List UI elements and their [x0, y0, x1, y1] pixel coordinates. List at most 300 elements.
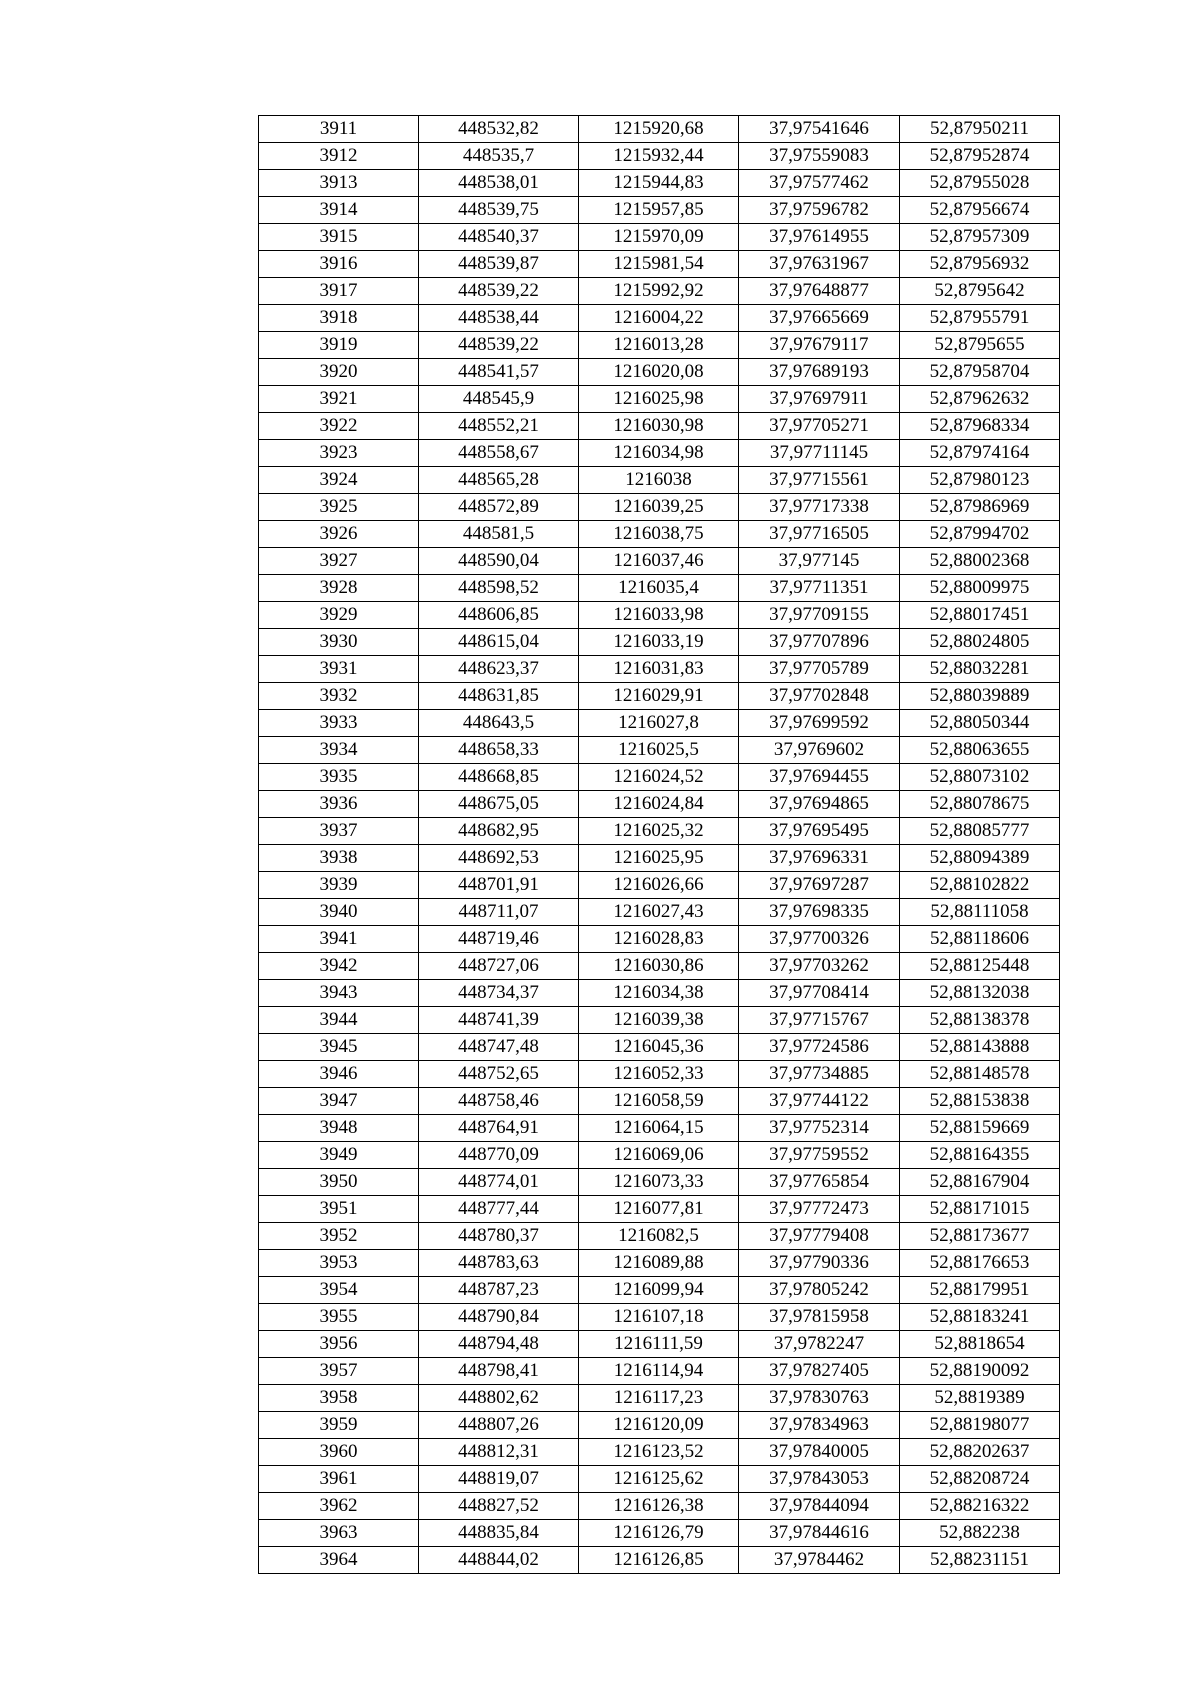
latitude-cell: 52,88171015: [900, 1196, 1060, 1223]
latitude-cell: 52,88063655: [900, 737, 1060, 764]
latitude-cell: 52,88231151: [900, 1547, 1060, 1574]
point-number-cell: 3926: [259, 521, 419, 548]
latitude-cell: 52,88039889: [900, 683, 1060, 710]
y-coordinate-cell: 1216123,52: [579, 1439, 739, 1466]
table-row: [259, 359, 1060, 386]
x-coordinate-cell: 448552,21: [419, 413, 579, 440]
point-number-cell: 3951: [259, 1196, 419, 1223]
table-row: [259, 1169, 1060, 1196]
latitude-cell: 52,87950211: [900, 116, 1060, 143]
longitude-cell: 37,97744122: [739, 1088, 900, 1115]
y-coordinate-cell: 1216025,95: [579, 845, 739, 872]
x-coordinate-cell: 448752,65: [419, 1061, 579, 1088]
y-coordinate-cell: 1216034,98: [579, 440, 739, 467]
longitude-cell: 37,97717338: [739, 494, 900, 521]
table-row: [259, 683, 1060, 710]
latitude-cell: 52,88073102: [900, 764, 1060, 791]
point-number-cell: 3939: [259, 872, 419, 899]
table-row: [259, 116, 1060, 143]
y-coordinate-cell: 1216120,09: [579, 1412, 739, 1439]
x-coordinate-cell: 448538,44: [419, 305, 579, 332]
latitude-cell: 52,88153838: [900, 1088, 1060, 1115]
point-number-cell: 3942: [259, 953, 419, 980]
y-coordinate-cell: 1216030,98: [579, 413, 739, 440]
longitude-cell: 37,97765854: [739, 1169, 900, 1196]
latitude-cell: 52,87956674: [900, 197, 1060, 224]
x-coordinate-cell: 448643,5: [419, 710, 579, 737]
point-number-cell: 3932: [259, 683, 419, 710]
table-row: [259, 1439, 1060, 1466]
y-coordinate-cell: 1215944,83: [579, 170, 739, 197]
latitude-cell: 52,88132038: [900, 980, 1060, 1007]
longitude-cell: 37,97830763: [739, 1385, 900, 1412]
y-coordinate-cell: 1216027,8: [579, 710, 739, 737]
latitude-cell: 52,88078675: [900, 791, 1060, 818]
y-coordinate-cell: 1216117,23: [579, 1385, 739, 1412]
longitude-cell: 37,97715561: [739, 467, 900, 494]
x-coordinate-cell: 448658,33: [419, 737, 579, 764]
table-row: [259, 1466, 1060, 1493]
point-number-cell: 3931: [259, 656, 419, 683]
table-row: [259, 1061, 1060, 1088]
y-coordinate-cell: 1216039,25: [579, 494, 739, 521]
longitude-cell: 37,97707896: [739, 629, 900, 656]
x-coordinate-cell: 448558,67: [419, 440, 579, 467]
point-number-cell: 3930: [259, 629, 419, 656]
latitude-cell: 52,88111058: [900, 899, 1060, 926]
point-number-cell: 3935: [259, 764, 419, 791]
table-row: [259, 1412, 1060, 1439]
table-row: [259, 332, 1060, 359]
y-coordinate-cell: 1216099,94: [579, 1277, 739, 1304]
table-row: [259, 818, 1060, 845]
table-row: [259, 305, 1060, 332]
table-row: [259, 575, 1060, 602]
y-coordinate-cell: 1216024,84: [579, 791, 739, 818]
latitude-cell: 52,87962632: [900, 386, 1060, 413]
x-coordinate-cell: 448565,28: [419, 467, 579, 494]
latitude-cell: 52,88190092: [900, 1358, 1060, 1385]
latitude-cell: 52,87980123: [900, 467, 1060, 494]
longitude-cell: 37,977145: [739, 548, 900, 575]
table-row: [259, 467, 1060, 494]
point-number-cell: 3917: [259, 278, 419, 305]
point-number-cell: 3925: [259, 494, 419, 521]
longitude-cell: 37,97805242: [739, 1277, 900, 1304]
latitude-cell: 52,8795655: [900, 332, 1060, 359]
x-coordinate-cell: 448812,31: [419, 1439, 579, 1466]
longitude-cell: 37,97834963: [739, 1412, 900, 1439]
table-row: [259, 1331, 1060, 1358]
table-row: [259, 737, 1060, 764]
x-coordinate-cell: 448741,39: [419, 1007, 579, 1034]
point-number-cell: 3954: [259, 1277, 419, 1304]
table-row: [259, 386, 1060, 413]
x-coordinate-cell: 448540,37: [419, 224, 579, 251]
longitude-cell: 37,97715767: [739, 1007, 900, 1034]
x-coordinate-cell: 448734,37: [419, 980, 579, 1007]
longitude-cell: 37,97843053: [739, 1466, 900, 1493]
latitude-cell: 52,88176653: [900, 1250, 1060, 1277]
latitude-cell: 52,88094389: [900, 845, 1060, 872]
table-row: [259, 548, 1060, 575]
longitude-cell: 37,97694865: [739, 791, 900, 818]
longitude-cell: 37,97708414: [739, 980, 900, 1007]
y-coordinate-cell: 1216027,43: [579, 899, 739, 926]
table-row: [259, 1223, 1060, 1250]
longitude-cell: 37,97709155: [739, 602, 900, 629]
x-coordinate-cell: 448590,04: [419, 548, 579, 575]
y-coordinate-cell: 1216125,62: [579, 1466, 739, 1493]
table-row: [259, 629, 1060, 656]
x-coordinate-cell: 448770,09: [419, 1142, 579, 1169]
point-number-cell: 3957: [259, 1358, 419, 1385]
latitude-cell: 52,88173677: [900, 1223, 1060, 1250]
longitude-cell: 37,97844094: [739, 1493, 900, 1520]
y-coordinate-cell: 1216026,66: [579, 872, 739, 899]
latitude-cell: 52,88085777: [900, 818, 1060, 845]
latitude-cell: 52,88159669: [900, 1115, 1060, 1142]
point-number-cell: 3962: [259, 1493, 419, 1520]
longitude-cell: 37,97702848: [739, 683, 900, 710]
longitude-cell: 37,97699592: [739, 710, 900, 737]
latitude-cell: 52,87956932: [900, 251, 1060, 278]
longitude-cell: 37,97631967: [739, 251, 900, 278]
latitude-cell: 52,87994702: [900, 521, 1060, 548]
x-coordinate-cell: 448539,22: [419, 332, 579, 359]
table-row: [259, 845, 1060, 872]
point-number-cell: 3924: [259, 467, 419, 494]
longitude-cell: 37,97697287: [739, 872, 900, 899]
point-number-cell: 3955: [259, 1304, 419, 1331]
point-number-cell: 3940: [259, 899, 419, 926]
y-coordinate-cell: 1216038,75: [579, 521, 739, 548]
x-coordinate-cell: 448790,84: [419, 1304, 579, 1331]
point-number-cell: 3956: [259, 1331, 419, 1358]
x-coordinate-cell: 448675,05: [419, 791, 579, 818]
point-number-cell: 3947: [259, 1088, 419, 1115]
longitude-cell: 37,97734885: [739, 1061, 900, 1088]
x-coordinate-cell: 448539,22: [419, 278, 579, 305]
x-coordinate-cell: 448545,9: [419, 386, 579, 413]
latitude-cell: 52,88024805: [900, 629, 1060, 656]
latitude-cell: 52,87986969: [900, 494, 1060, 521]
point-number-cell: 3921: [259, 386, 419, 413]
point-number-cell: 3949: [259, 1142, 419, 1169]
longitude-cell: 37,97559083: [739, 143, 900, 170]
x-coordinate-cell: 448572,89: [419, 494, 579, 521]
latitude-cell: 52,88179951: [900, 1277, 1060, 1304]
y-coordinate-cell: 1216114,94: [579, 1358, 739, 1385]
x-coordinate-cell: 448780,37: [419, 1223, 579, 1250]
latitude-cell: 52,87955791: [900, 305, 1060, 332]
x-coordinate-cell: 448807,26: [419, 1412, 579, 1439]
table-row: [259, 1304, 1060, 1331]
point-number-cell: 3927: [259, 548, 419, 575]
x-coordinate-cell: 448598,52: [419, 575, 579, 602]
point-number-cell: 3958: [259, 1385, 419, 1412]
table-row: [259, 1088, 1060, 1115]
table-row: [259, 143, 1060, 170]
latitude-cell: 52,87968334: [900, 413, 1060, 440]
x-coordinate-cell: 448798,41: [419, 1358, 579, 1385]
coordinates-table: [258, 115, 1060, 1574]
table-row: [259, 1250, 1060, 1277]
x-coordinate-cell: 448532,82: [419, 116, 579, 143]
point-number-cell: 3914: [259, 197, 419, 224]
table-row: [259, 1277, 1060, 1304]
latitude-cell: 52,87957309: [900, 224, 1060, 251]
point-number-cell: 3915: [259, 224, 419, 251]
table-row: [259, 1493, 1060, 1520]
table-row: [259, 413, 1060, 440]
y-coordinate-cell: 1216035,4: [579, 575, 739, 602]
table-row: [259, 926, 1060, 953]
longitude-cell: 37,97694455: [739, 764, 900, 791]
y-coordinate-cell: 1216052,33: [579, 1061, 739, 1088]
point-number-cell: 3950: [259, 1169, 419, 1196]
table-row: [259, 953, 1060, 980]
latitude-cell: 52,8819389: [900, 1385, 1060, 1412]
longitude-cell: 37,97703262: [739, 953, 900, 980]
y-coordinate-cell: 1216069,06: [579, 1142, 739, 1169]
table-row: [259, 1034, 1060, 1061]
x-coordinate-cell: 448615,04: [419, 629, 579, 656]
table-row: [259, 494, 1060, 521]
latitude-cell: 52,88102822: [900, 872, 1060, 899]
latitude-cell: 52,88183241: [900, 1304, 1060, 1331]
y-coordinate-cell: 1216039,38: [579, 1007, 739, 1034]
latitude-cell: 52,88009975: [900, 575, 1060, 602]
y-coordinate-cell: 1216031,83: [579, 656, 739, 683]
y-coordinate-cell: 1216037,46: [579, 548, 739, 575]
longitude-cell: 37,97541646: [739, 116, 900, 143]
y-coordinate-cell: 1215932,44: [579, 143, 739, 170]
longitude-cell: 37,97698335: [739, 899, 900, 926]
latitude-cell: 52,88017451: [900, 602, 1060, 629]
table-row: [259, 1007, 1060, 1034]
table-row: [259, 710, 1060, 737]
y-coordinate-cell: 1216025,5: [579, 737, 739, 764]
longitude-cell: 37,97679117: [739, 332, 900, 359]
point-number-cell: 3934: [259, 737, 419, 764]
x-coordinate-cell: 448758,46: [419, 1088, 579, 1115]
y-coordinate-cell: 1216126,38: [579, 1493, 739, 1520]
longitude-cell: 37,97596782: [739, 197, 900, 224]
table-row: [259, 1547, 1060, 1574]
longitude-cell: 37,97759552: [739, 1142, 900, 1169]
table-row: [259, 1115, 1060, 1142]
table-row: [259, 1358, 1060, 1385]
y-coordinate-cell: 1216045,36: [579, 1034, 739, 1061]
latitude-cell: 52,88032281: [900, 656, 1060, 683]
point-number-cell: 3936: [259, 791, 419, 818]
longitude-cell: 37,97695495: [739, 818, 900, 845]
longitude-cell: 37,9784462: [739, 1547, 900, 1574]
x-coordinate-cell: 448719,46: [419, 926, 579, 953]
x-coordinate-cell: 448581,5: [419, 521, 579, 548]
latitude-cell: 52,87974164: [900, 440, 1060, 467]
y-coordinate-cell: 1216013,28: [579, 332, 739, 359]
y-coordinate-cell: 1216033,98: [579, 602, 739, 629]
point-number-cell: 3938: [259, 845, 419, 872]
table-row: [259, 656, 1060, 683]
point-number-cell: 3919: [259, 332, 419, 359]
x-coordinate-cell: 448844,02: [419, 1547, 579, 1574]
point-number-cell: 3953: [259, 1250, 419, 1277]
latitude-cell: 52,88202637: [900, 1439, 1060, 1466]
point-number-cell: 3945: [259, 1034, 419, 1061]
y-coordinate-cell: 1216073,33: [579, 1169, 739, 1196]
x-coordinate-cell: 448774,01: [419, 1169, 579, 1196]
point-number-cell: 3928: [259, 575, 419, 602]
longitude-cell: 37,97790336: [739, 1250, 900, 1277]
longitude-cell: 37,97577462: [739, 170, 900, 197]
latitude-cell: 52,88050344: [900, 710, 1060, 737]
latitude-cell: 52,88216322: [900, 1493, 1060, 1520]
point-number-cell: 3960: [259, 1439, 419, 1466]
x-coordinate-cell: 448668,85: [419, 764, 579, 791]
table-row: [259, 1520, 1060, 1547]
longitude-cell: 37,97697911: [739, 386, 900, 413]
x-coordinate-cell: 448541,57: [419, 359, 579, 386]
y-coordinate-cell: 1216107,18: [579, 1304, 739, 1331]
point-number-cell: 3922: [259, 413, 419, 440]
x-coordinate-cell: 448794,48: [419, 1331, 579, 1358]
latitude-cell: 52,88164355: [900, 1142, 1060, 1169]
x-coordinate-cell: 448538,01: [419, 170, 579, 197]
point-number-cell: 3941: [259, 926, 419, 953]
x-coordinate-cell: 448535,7: [419, 143, 579, 170]
latitude-cell: 52,8795642: [900, 278, 1060, 305]
point-number-cell: 3948: [259, 1115, 419, 1142]
point-number-cell: 3946: [259, 1061, 419, 1088]
point-number-cell: 3923: [259, 440, 419, 467]
point-number-cell: 3929: [259, 602, 419, 629]
table-row: [259, 170, 1060, 197]
table-row: [259, 224, 1060, 251]
y-coordinate-cell: 1216020,08: [579, 359, 739, 386]
x-coordinate-cell: 448539,87: [419, 251, 579, 278]
latitude-cell: 52,88208724: [900, 1466, 1060, 1493]
y-coordinate-cell: 1215920,68: [579, 116, 739, 143]
longitude-cell: 37,97614955: [739, 224, 900, 251]
longitude-cell: 37,97827405: [739, 1358, 900, 1385]
y-coordinate-cell: 1215981,54: [579, 251, 739, 278]
x-coordinate-cell: 448764,91: [419, 1115, 579, 1142]
latitude-cell: 52,87955028: [900, 170, 1060, 197]
x-coordinate-cell: 448682,95: [419, 818, 579, 845]
x-coordinate-cell: 448819,07: [419, 1466, 579, 1493]
point-number-cell: 3964: [259, 1547, 419, 1574]
longitude-cell: 37,97779408: [739, 1223, 900, 1250]
latitude-cell: 52,88198077: [900, 1412, 1060, 1439]
x-coordinate-cell: 448539,75: [419, 197, 579, 224]
y-coordinate-cell: 1216029,91: [579, 683, 739, 710]
latitude-cell: 52,882238: [900, 1520, 1060, 1547]
y-coordinate-cell: 1216033,19: [579, 629, 739, 656]
longitude-cell: 37,97696331: [739, 845, 900, 872]
longitude-cell: 37,97700326: [739, 926, 900, 953]
x-coordinate-cell: 448606,85: [419, 602, 579, 629]
longitude-cell: 37,97840005: [739, 1439, 900, 1466]
point-number-cell: 3912: [259, 143, 419, 170]
longitude-cell: 37,97705789: [739, 656, 900, 683]
table-row: [259, 980, 1060, 1007]
latitude-cell: 52,88125448: [900, 953, 1060, 980]
longitude-cell: 37,9769602: [739, 737, 900, 764]
x-coordinate-cell: 448631,85: [419, 683, 579, 710]
y-coordinate-cell: 1216082,5: [579, 1223, 739, 1250]
latitude-cell: 52,88143888: [900, 1034, 1060, 1061]
longitude-cell: 37,97711351: [739, 575, 900, 602]
table-row: [259, 602, 1060, 629]
x-coordinate-cell: 448802,62: [419, 1385, 579, 1412]
table-row: [259, 1196, 1060, 1223]
table-row: [259, 251, 1060, 278]
x-coordinate-cell: 448727,06: [419, 953, 579, 980]
point-number-cell: 3937: [259, 818, 419, 845]
y-coordinate-cell: 1216058,59: [579, 1088, 739, 1115]
y-coordinate-cell: 1216089,88: [579, 1250, 739, 1277]
latitude-cell: 52,88148578: [900, 1061, 1060, 1088]
table-row: [259, 1385, 1060, 1412]
x-coordinate-cell: 448827,52: [419, 1493, 579, 1520]
y-coordinate-cell: 1216126,79: [579, 1520, 739, 1547]
x-coordinate-cell: 448747,48: [419, 1034, 579, 1061]
longitude-cell: 37,97689193: [739, 359, 900, 386]
x-coordinate-cell: 448787,23: [419, 1277, 579, 1304]
table-row: [259, 521, 1060, 548]
latitude-cell: 52,8818654: [900, 1331, 1060, 1358]
point-number-cell: 3943: [259, 980, 419, 1007]
x-coordinate-cell: 448783,63: [419, 1250, 579, 1277]
x-coordinate-cell: 448701,91: [419, 872, 579, 899]
latitude-cell: 52,88118606: [900, 926, 1060, 953]
y-coordinate-cell: 1216025,32: [579, 818, 739, 845]
x-coordinate-cell: 448777,44: [419, 1196, 579, 1223]
table-row: [259, 197, 1060, 224]
point-number-cell: 3916: [259, 251, 419, 278]
point-number-cell: 3918: [259, 305, 419, 332]
point-number-cell: 3913: [259, 170, 419, 197]
y-coordinate-cell: 1215992,92: [579, 278, 739, 305]
table-row: [259, 872, 1060, 899]
x-coordinate-cell: 448623,37: [419, 656, 579, 683]
y-coordinate-cell: 1216111,59: [579, 1331, 739, 1358]
point-number-cell: 3933: [259, 710, 419, 737]
table-row: [259, 278, 1060, 305]
latitude-cell: 52,88138378: [900, 1007, 1060, 1034]
point-number-cell: 3911: [259, 116, 419, 143]
longitude-cell: 37,97752314: [739, 1115, 900, 1142]
longitude-cell: 37,97711145: [739, 440, 900, 467]
y-coordinate-cell: 1216025,98: [579, 386, 739, 413]
y-coordinate-cell: 1216024,52: [579, 764, 739, 791]
longitude-cell: 37,97665669: [739, 305, 900, 332]
table-row: [259, 791, 1060, 818]
y-coordinate-cell: 1216030,86: [579, 953, 739, 980]
y-coordinate-cell: 1216034,38: [579, 980, 739, 1007]
point-number-cell: 3959: [259, 1412, 419, 1439]
longitude-cell: 37,97716505: [739, 521, 900, 548]
table-row: [259, 440, 1060, 467]
x-coordinate-cell: 448692,53: [419, 845, 579, 872]
y-coordinate-cell: 1216077,81: [579, 1196, 739, 1223]
y-coordinate-cell: 1216126,85: [579, 1547, 739, 1574]
coordinates-table-body: [259, 116, 1060, 1574]
y-coordinate-cell: 1216004,22: [579, 305, 739, 332]
